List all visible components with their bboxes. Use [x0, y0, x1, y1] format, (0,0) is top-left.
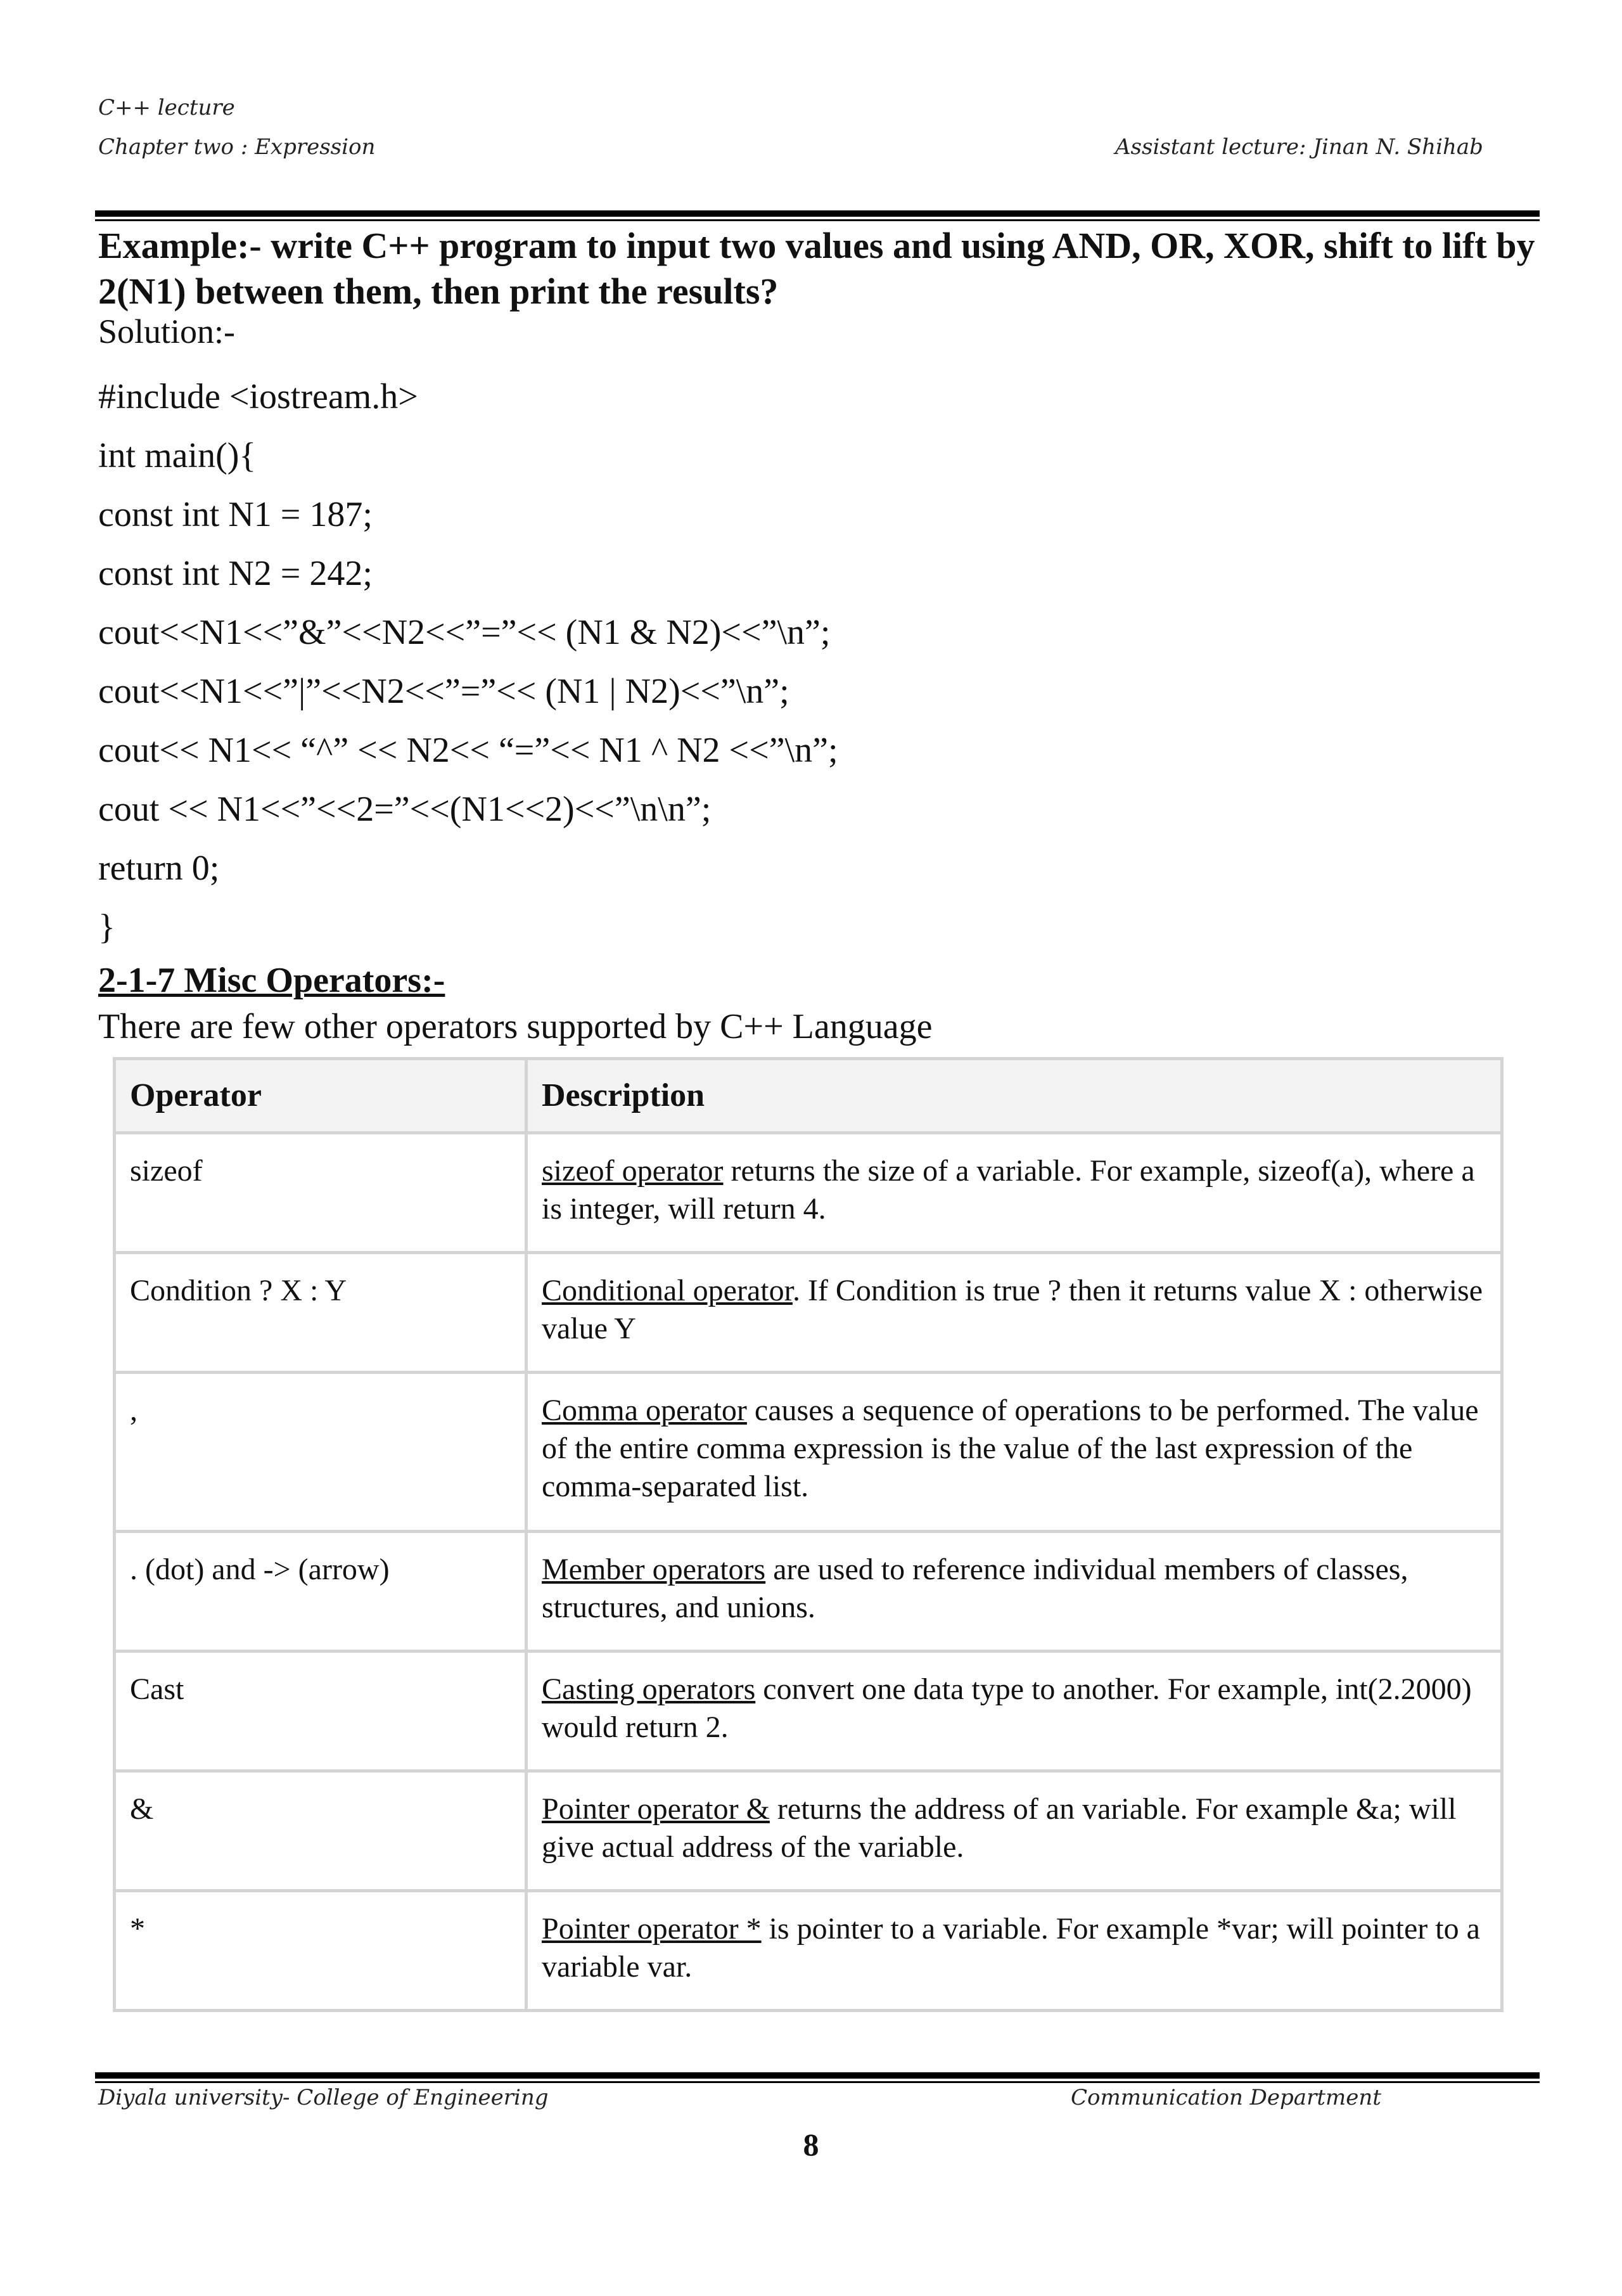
- description-cell: [527, 1651, 1502, 1771]
- footer-rule-thin: [95, 2081, 1540, 2083]
- code-line: return 0;: [98, 849, 220, 888]
- table-row: [115, 1373, 1502, 1532]
- operator-link[interactable]: Casting operators: [542, 1672, 756, 1706]
- operator-cell: sizeof: [115, 1133, 527, 1253]
- code-line: cout<< N1<< “^” << N2<< “=”<< N1 ^ N2 <<”\n”;: [98, 731, 838, 770]
- description-cell: [527, 1532, 1502, 1651]
- footer-university: Diyala university- College of Engineering: [98, 2085, 549, 2110]
- operator-cell: *: [115, 1891, 527, 2011]
- operator-link[interactable]: Comma operator: [542, 1394, 747, 1427]
- description-cell: [527, 1373, 1502, 1532]
- table-row: [115, 1891, 1502, 2011]
- operator-cell: &: [115, 1771, 527, 1891]
- table-header-operator: Operator: [115, 1059, 527, 1133]
- description-cell: [527, 1771, 1502, 1891]
- operator-link[interactable]: sizeof operator: [542, 1154, 724, 1188]
- table-header-description: Description: [527, 1059, 1502, 1133]
- description-cell: [527, 1253, 1502, 1373]
- code-block: [98, 368, 1536, 957]
- code-line: int main(){: [98, 436, 257, 475]
- table-row: [115, 1771, 1502, 1891]
- description-text: causes a sequence of operations to be performed. The value of the entire comma expression is the value of the last expression of the comma-separated list.: [542, 1394, 1479, 1503]
- header-rule-thin: [95, 219, 1540, 221]
- page-number: 8: [803, 2127, 819, 2162]
- header-rule-thick: [95, 210, 1540, 217]
- code-line: const int N2 = 242;: [98, 554, 373, 593]
- code-line: #include <iostream.h>: [98, 377, 418, 416]
- section-heading: 2-1-7 Misc Operators:-: [98, 961, 445, 1000]
- header-assistant: Assistant lecture: Jinan N. Shihab: [1115, 134, 1483, 160]
- operator-cell: . (dot) and -> (arrow): [115, 1532, 527, 1651]
- description-text: returns the address of an variable. For example &a; will give actual address of the variable.: [542, 1792, 1457, 1864]
- operator-link[interactable]: Conditional operator: [542, 1274, 793, 1307]
- operator-link[interactable]: Member operators: [542, 1553, 766, 1586]
- description-cell: [527, 1891, 1502, 2011]
- code-line: }: [98, 907, 115, 947]
- solution-label: Solution:-: [98, 312, 236, 350]
- code-line: cout << N1<<”<<2=”<<(N1<<2)<<”\n\n”;: [98, 790, 712, 829]
- table-row: [115, 1133, 1502, 1253]
- description-text: are used to reference individual members of classes, structures, and unions.: [542, 1553, 1408, 1624]
- description-text: is pointer to a variable. For example *var; will pointer to a variable var.: [542, 1912, 1480, 1984]
- table-row: [115, 1651, 1502, 1771]
- code-line: cout<<N1<<”&”<<N2<<”=”<< (N1 & N2)<<”\n”;: [98, 613, 831, 652]
- example-title: Example:- write C++ program to input two values and using AND, OR, XOR, shift to lift by 2(N1) between them, then print the results?: [98, 225, 1535, 312]
- header-chapter: Chapter two : Expression: [98, 134, 376, 160]
- footer-department: Communication Department: [1071, 2085, 1381, 2110]
- code-line: const int N1 = 187;: [98, 495, 373, 534]
- operator-link[interactable]: Pointer operator *: [542, 1912, 762, 1946]
- operator-cell: Condition ? X : Y: [115, 1253, 527, 1373]
- table-header-row: [115, 1059, 1502, 1133]
- description-cell: [527, 1133, 1502, 1253]
- footer-rule-thick: [95, 2072, 1540, 2079]
- operator-cell: ,: [115, 1373, 527, 1532]
- description-text: convert one data type to another. For example, int(2.2000) would return 2.: [542, 1672, 1472, 1744]
- section-intro: There are few other operators supported by C++ Language: [98, 1007, 933, 1046]
- description-text: returns the size of a variable. For example, sizeof(a), where a is integer, will return 4.: [542, 1154, 1475, 1226]
- operators-table: [113, 1057, 1504, 2012]
- operator-link[interactable]: Pointer operator &: [542, 1792, 770, 1826]
- table-row: [115, 1253, 1502, 1373]
- operator-cell: Cast: [115, 1651, 527, 1771]
- table-row: [115, 1532, 1502, 1651]
- description-text: . If Condition is true ? then it returns value X : otherwise value Y: [542, 1274, 1483, 1345]
- code-line: cout<<N1<<”|”<<N2<<”=”<< (N1 | N2)<<”\n”;: [98, 672, 789, 711]
- header-course: C++ lecture: [98, 95, 235, 120]
